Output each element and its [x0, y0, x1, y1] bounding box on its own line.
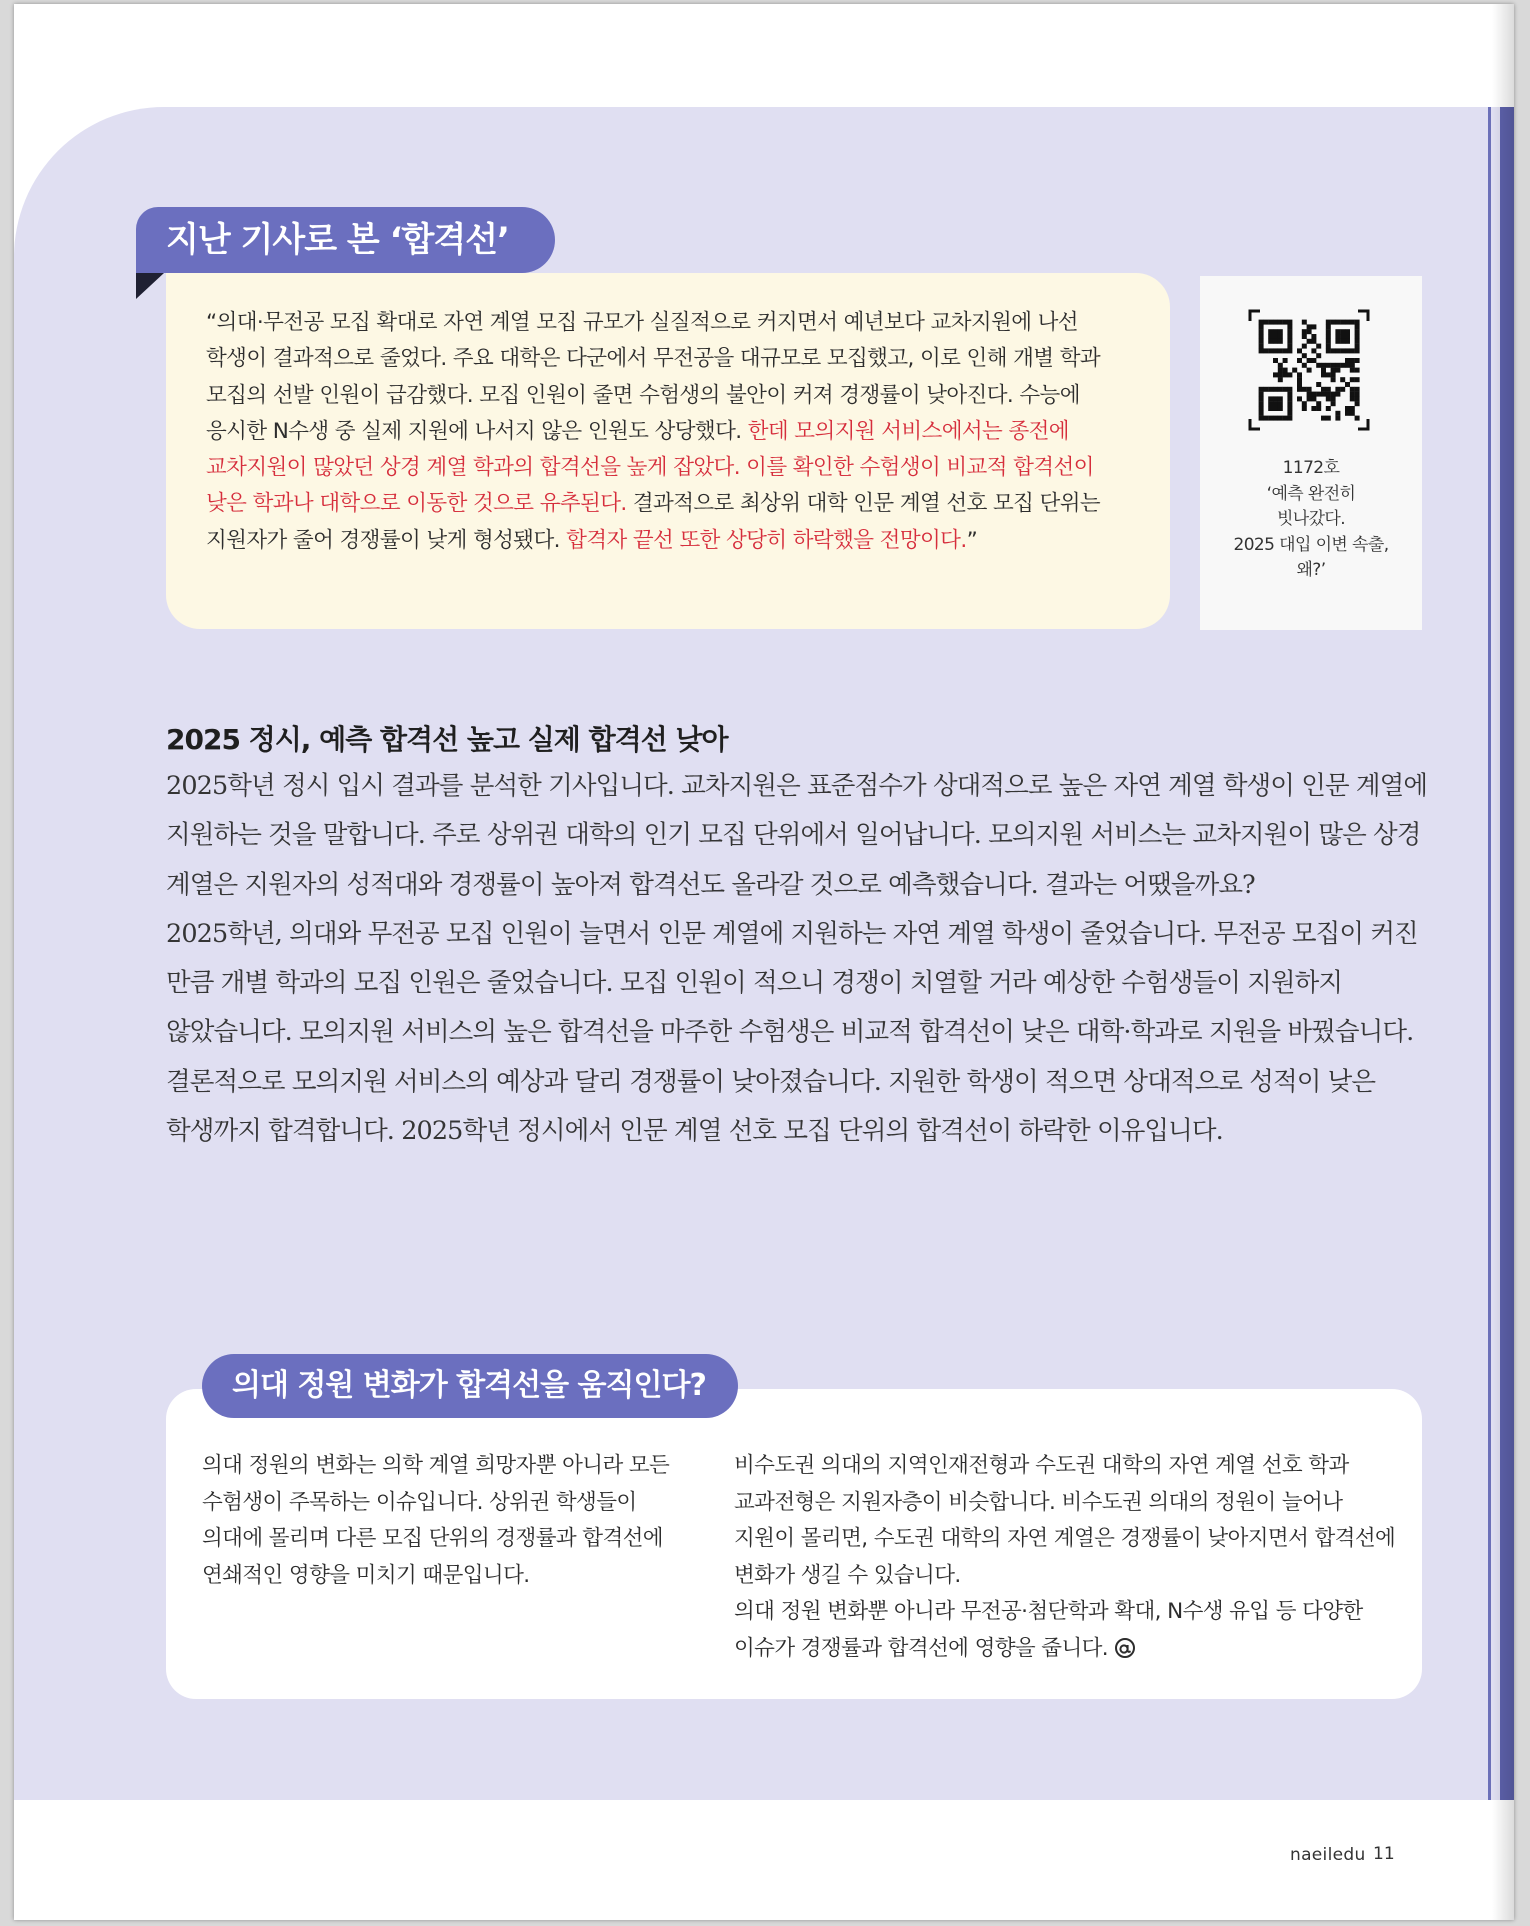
quote-box	[166, 273, 1170, 629]
qr-caption-title-1: ‘예측 완전히	[1266, 483, 1356, 504]
quote-text-highlight-2: 합격자 끝선 또한 상당히 하락했을 전망이다.	[566, 527, 967, 553]
medical-quota-right-column	[734, 1448, 1398, 1667]
qr-caption-title-4: 왜?’	[1296, 560, 1326, 580]
section-title: 2025 정시, 예측 합격선 높고 실제 합격선 낮아	[166, 723, 728, 756]
body-paragraph-3: 결론적으로 모의지원 서비스의 예상과 달리 경쟁률이 낮아졌습니다. 지원한 학생이 적으면 상대적으로 성적이 낮은 학생까지 합격합니다. 2025학년 정시에서 인문 계열 선호 모집 단위의 합격선이 하락한 이유입니다.	[166, 1066, 1376, 1147]
quote-text-normal: “의대·무전공 모집 확대로 자연 계열 모집 규모가 실질적으로 커지면서 예년보다 교차지원에 나선 학생이 결과적으로 줄었다. 주요 대학은 다군에서 무전공을 대규모로 모집했고, 이로 인해 개별 학과 모집의 선발 인원이 급감했다. 모집 인원이 줄면 수험생의 불안이 커져 경쟁률이 낮아진다. 수능에 응시한 N수생 중 실제 지원에 나서지 않은 인원도 상당했다.	[206, 310, 1101, 444]
right-column-paragraph-2-text: 의대 정원 변화뿐 아니라 무전공·첨단학과 확대, N수생 유입 등 다양한 이슈가 경쟁률과 합격선에 영향을 줍니다.	[734, 1599, 1363, 1661]
article-tag: 지난 기사로 본 ‘합격선’	[136, 207, 555, 273]
qr-code-icon[interactable]	[1248, 309, 1370, 431]
medical-quota-tag: 의대 정원 변화가 합격선을 움직인다?	[202, 1354, 738, 1418]
edge-stripe-accent	[1488, 107, 1491, 1800]
quote-text-end: ”	[966, 527, 978, 553]
quote-text-highlight: 한데 모의지원 서비스에서는 종전에 교차지원이 많았던 상경 계열 학과의 합격선을 높게 잡았다. 이를 확인한 수험생이 비교적 합격선이 낮은 학과나 대학으로 이동한 것으로 유추된다.	[206, 418, 1094, 517]
end-mark-icon	[1114, 1637, 1136, 1659]
tag-fold-decoration	[136, 273, 164, 299]
footer-brand: naeiledu	[1290, 1845, 1366, 1865]
page-edge-shadow	[1492, 4, 1514, 1920]
body-paragraph-1: 2025학년 정시 입시 결과를 분석한 기사입니다. 교차지원은 표준점수가 상대적으로 높은 자연 계열 학생이 인문 계열에 지원하는 것을 말합니다. 주로 상위권 대학의 인기 모집 단위에서 일어납니다. 모의지원 서비스는 교차지원이 많은 상경 계열은 지원자의 성적대와 경쟁률이 높아져 합격선도 올라갈 것으로 예측했습니다. 결과는 어땠을까요?	[166, 771, 1428, 900]
qr-caption-title-2: 빗나갔다.	[1276, 509, 1346, 529]
qr-caption	[1200, 456, 1422, 584]
bottom-white-area	[14, 1800, 1502, 1920]
section-body	[166, 762, 1438, 1156]
qr-card	[1200, 276, 1422, 630]
qr-caption-title-3: 2025 대입 이변 속출,	[1233, 534, 1389, 555]
qr-caption-issue: 1172호	[1282, 458, 1340, 478]
body-paragraph-2: 2025학년, 의대와 무전공 모집 인원이 늘면서 인문 계열에 지원하는 자연 계열 학생이 줄었습니다. 무전공 모집이 커진 만큼 개별 학과의 모집 인원은 줄었습니다. 모집 인원이 적으니 경쟁이 치열할 거라 예상한 수험생들이 지원하지 않았습니다. 모의지원 서비스의 높은 합격선을 마주한 수험생은 비교적 합격선이 낮은 대학·학과로 지원을 바꿨습니다.	[166, 918, 1418, 1048]
medical-quota-left-column: 의대 정원의 변화는 의학 계열 희망자뿐 아니라 모든 수험생이 주목하는 이슈입니다. 상위권 학생들이 의대에 몰리며 다른 모집 단위의 경쟁률과 합격선에 연쇄적인 영향을 미치기 때문입니다.	[202, 1453, 670, 1588]
right-column-paragraph-2	[734, 1594, 1398, 1667]
quote-text-normal-2: 결과적으로 최상위 대학 인문 계열 선호 모집 단위는 지원자가 줄어 경쟁률이 낮게 형성됐다.	[206, 491, 1101, 553]
quote-text	[206, 305, 1132, 559]
page-number: 11	[1373, 1844, 1395, 1864]
right-column-paragraph-1: 비수도권 의대의 지역인재전형과 수도권 대학의 자연 계열 선호 학과 교과전형은 지원자층이 비슷합니다. 비수도권 의대의 정원이 늘어나 지원이 몰리면, 수도권 대학의 자연 계열은 경쟁률이 낮아지면서 합격선에 변화가 생길 수 있습니다.	[734, 1453, 1396, 1588]
